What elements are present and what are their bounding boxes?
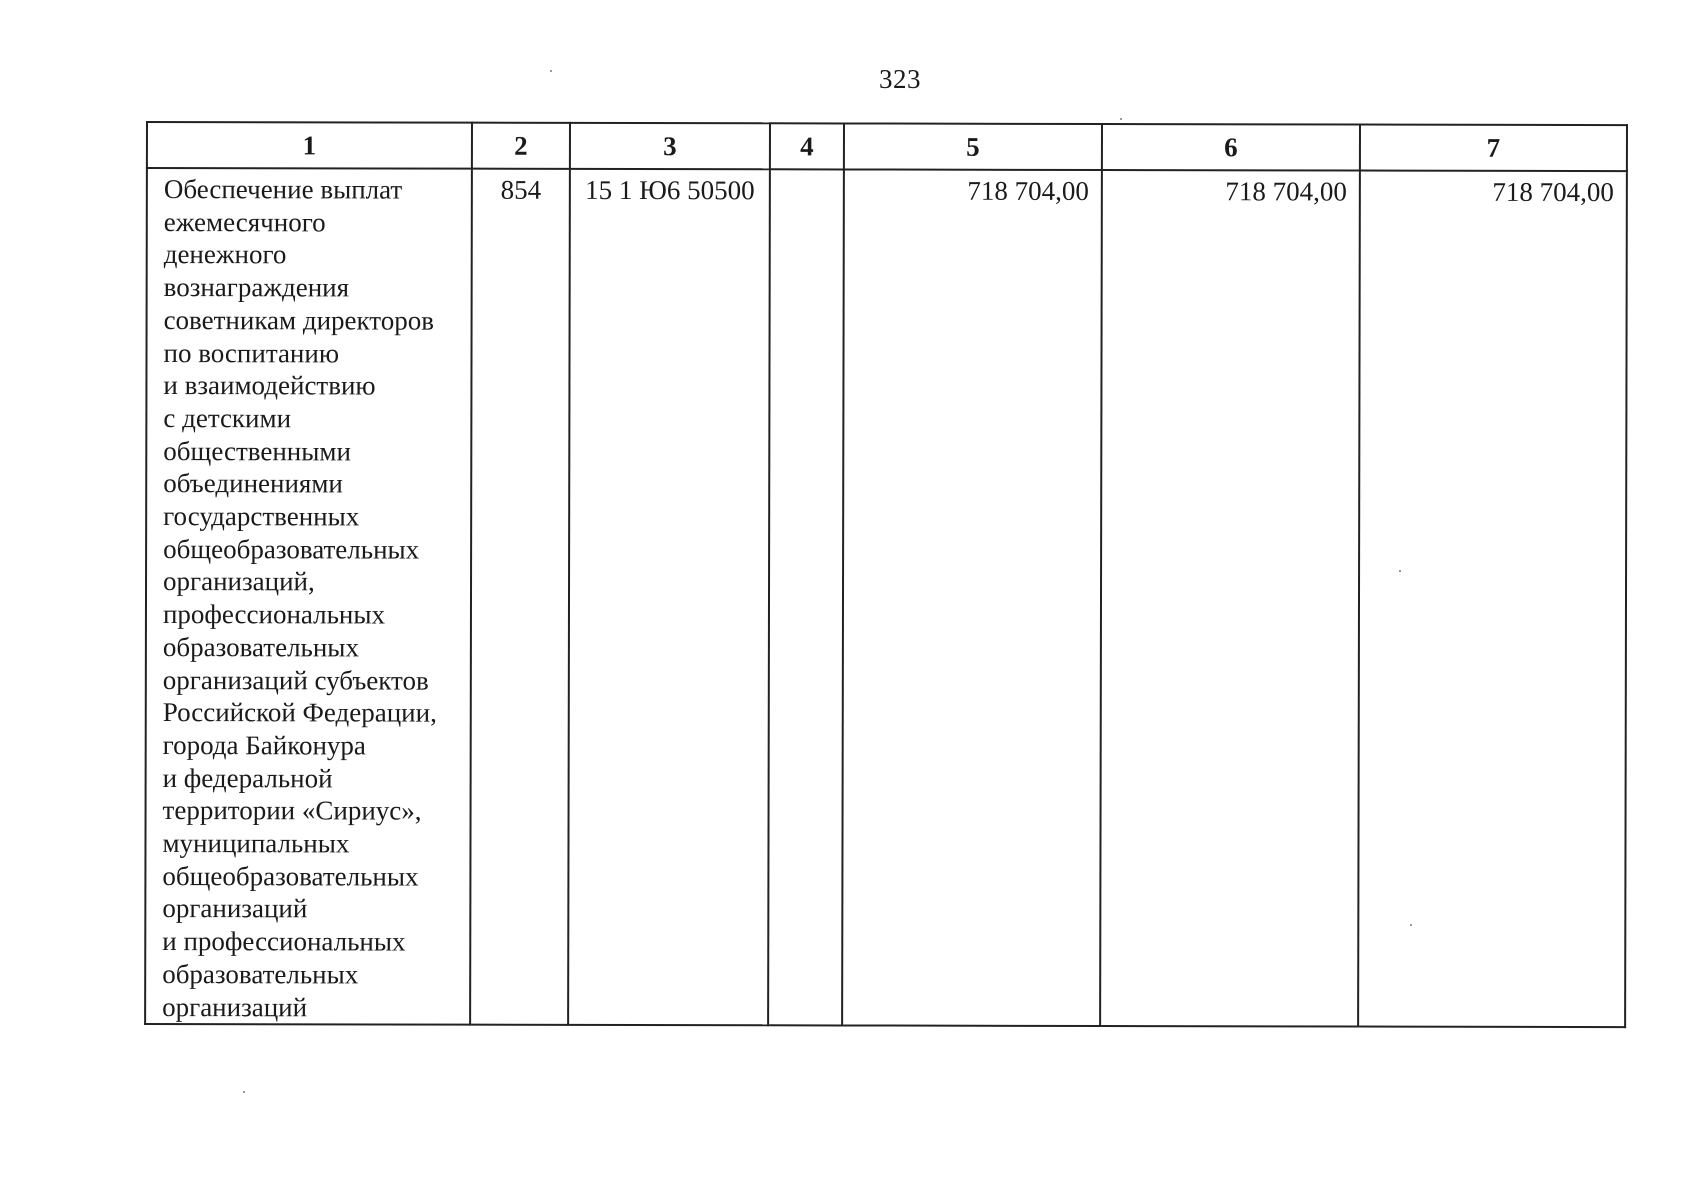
scan-speck (550, 70, 552, 72)
column-header-5: 5 (844, 123, 1102, 170)
code-cell: 854 (470, 169, 570, 1025)
description-line: территории «Сириус», (162, 795, 422, 826)
column-header-7: 7 (1360, 125, 1627, 172)
description-line: образовательных (162, 958, 359, 990)
description-line: и федеральной (162, 762, 333, 794)
description-line: организаций субъектов (162, 664, 429, 696)
column-header-1: 1 (147, 122, 472, 169)
description-line: организаций (162, 893, 308, 924)
description-line: советникам директоров (163, 304, 435, 336)
budget-table (144, 121, 1628, 1028)
description-line: денежного (163, 239, 287, 270)
scan-speck (1120, 118, 1122, 120)
column-header-6: 6 (1102, 124, 1360, 171)
description-line: города Байконура (162, 729, 366, 761)
expense-type-cell (768, 169, 844, 1025)
column-header-4: 4 (770, 123, 844, 169)
description-line: общественными (163, 435, 351, 467)
scan-speck (1399, 570, 1401, 572)
amount-cell-3: 718 704,00 (1358, 171, 1627, 1028)
page-number: 323 (879, 64, 921, 94)
table-row (145, 168, 1627, 1027)
scan-speck (1410, 924, 1412, 926)
header-row (147, 122, 1627, 171)
column-header-3: 3 (570, 123, 770, 169)
description-line: общеобразовательных (163, 533, 420, 565)
description-line: по воспитанию (163, 337, 340, 368)
description-line: объединениями (163, 468, 343, 499)
description-line: с детскими (163, 402, 292, 434)
scan-speck (243, 1091, 245, 1093)
description-line: вознаграждения (163, 272, 350, 303)
description-line: Обеспечение выплат (163, 174, 403, 205)
description-line: профессиональных (162, 599, 386, 630)
description-line: организаций (162, 991, 308, 1022)
amount-cell-2: 718 704,00 (1100, 170, 1360, 1027)
description-line: организаций, (163, 566, 315, 597)
description-line: Российской Федерации, (162, 697, 437, 728)
description-line: государственных (163, 501, 360, 532)
column-header-2: 2 (472, 123, 570, 169)
target-article-cell: 15 1 Ю6 50500 (568, 169, 770, 1026)
amount-cell-1: 718 704,00 (842, 169, 1102, 1026)
description-line: и профессиональных (162, 926, 406, 957)
description-line: муниципальных (162, 828, 350, 859)
description-line: общеобразовательных (162, 860, 419, 892)
description-line: ежемесячного (163, 206, 326, 238)
description-line: и взаимодействию (163, 370, 376, 401)
description-cell (145, 168, 472, 1025)
description-line: образовательных (162, 631, 360, 663)
